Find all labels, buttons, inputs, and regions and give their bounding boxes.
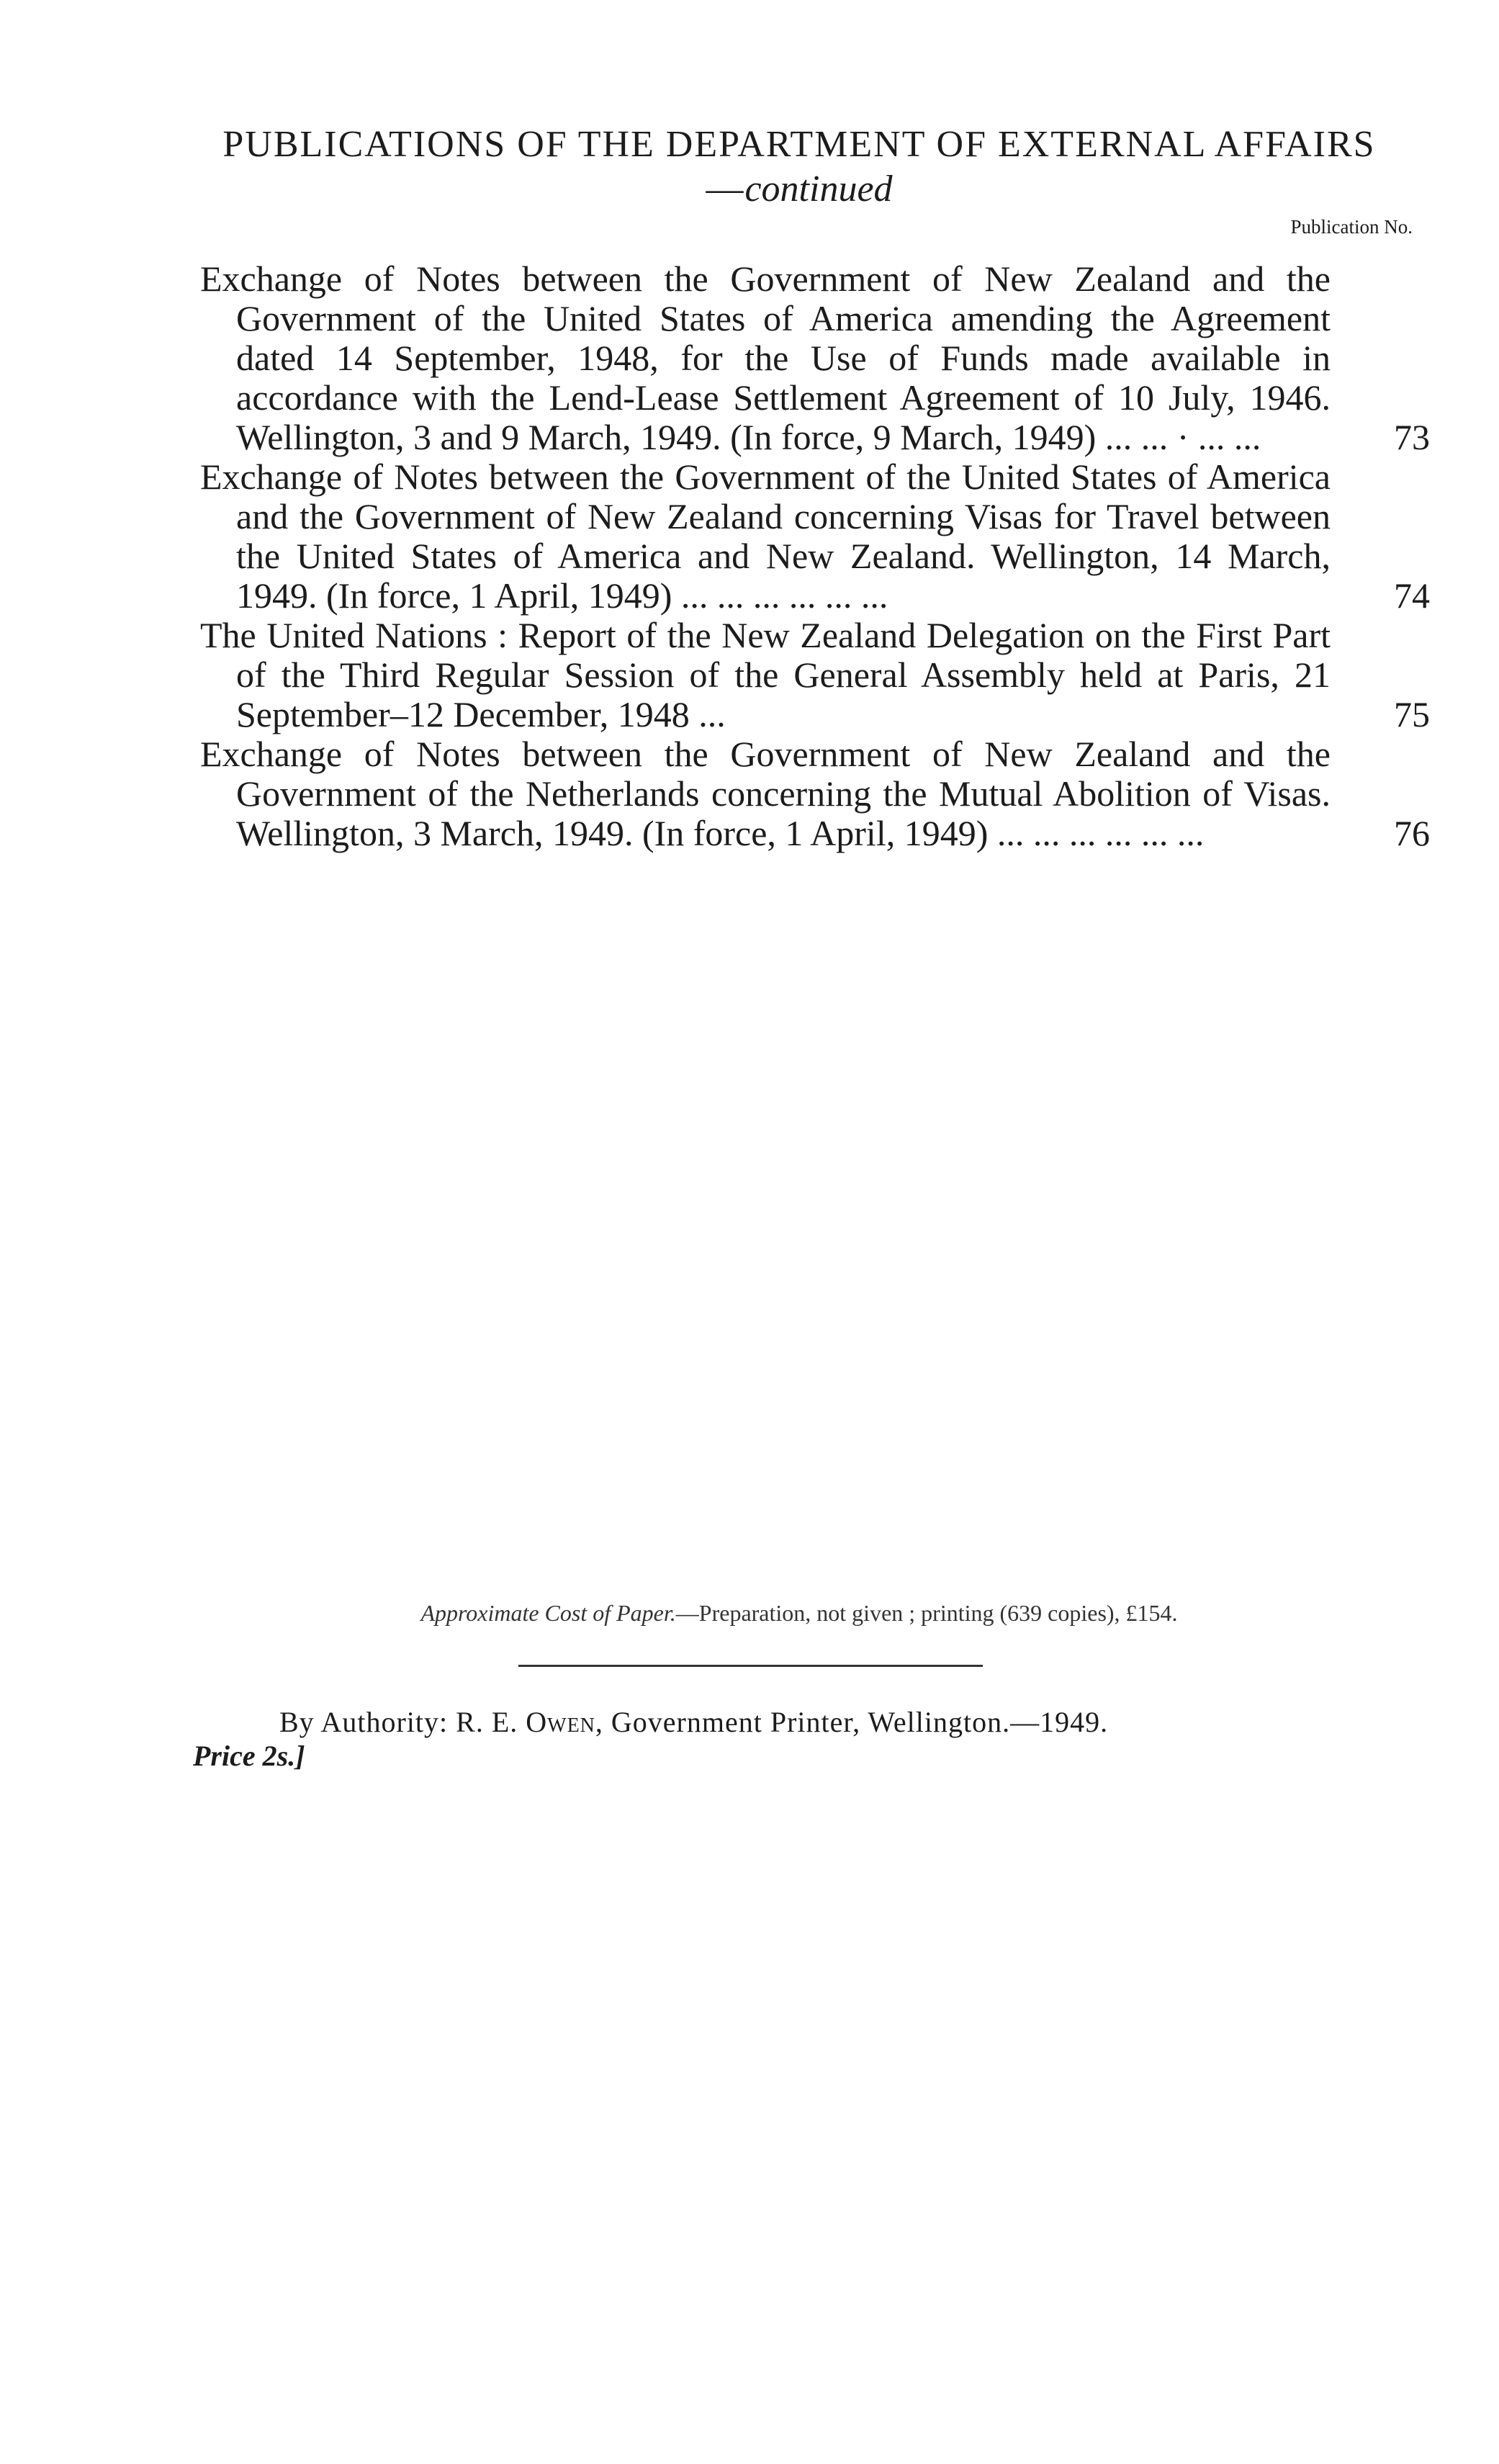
printer-name: Owen — [526, 1706, 595, 1738]
cost-of-paper-note — [216, 1600, 1382, 1627]
publication-number: 76 — [1394, 813, 1430, 853]
price-label: Price 2s.] — [193, 1740, 305, 1772]
cost-text: —Preparation, not given ; printing (639 copies), £154. — [675, 1600, 1178, 1626]
publication-list — [200, 258, 1430, 853]
publication-entry-text: Exchange of Notes between the Government of New Zealand and the Government of the United States of America amending the Agreement dated 14 September, 1948, for the Use of Funds made available in accordance with the Lend-Lease Settlement Agreement of 10 July, 1946. Wellington, 3 and 9 March, 1949. (In force, 9 March, 1949) ... ... · ... ... — [200, 258, 1331, 457]
publication-entry — [200, 457, 1430, 616]
heading-title: PUBLICATIONS OF THE DEPARTMENT OF EXTERNAL AFFAIRS— — [222, 124, 1376, 210]
cost-label: Approximate Cost of Paper. — [420, 1600, 676, 1626]
footer-divider — [518, 1665, 983, 1667]
publication-entry-text: Exchange of Notes between the Government of New Zealand and the Government of the Netherlands concerning the Mutual Abolition of Visas. Wellington, 3 March, 1949. (In force, 1 April, 1949) ... ... ... ... ... ... — [200, 734, 1331, 853]
publication-number: 73 — [1394, 417, 1430, 457]
publication-entry-text: Exchange of Notes between the Government of the United States of America and the Government of New Zealand concerning Visas for Travel between the United States of America and New Zealand. Wellington, 14 March, 1949. (In force, 1 April, 1949) ... ... ... ... ... ... — [200, 457, 1331, 616]
publication-entry — [200, 258, 1430, 457]
publication-entry-text: The United Nations : Report of the New Zealand Delegation on the First Part of the Third Regular Session of the General Assembly held at Paris, 21 September–12 December, 1948 ... — [200, 615, 1331, 734]
publication-number: 74 — [1394, 575, 1430, 616]
authority-suffix: , Government Printer, Wellington.—1949. — [595, 1706, 1109, 1738]
page-heading — [216, 122, 1382, 212]
publication-entry — [200, 734, 1430, 853]
publication-entry — [200, 615, 1430, 734]
publication-number-column-label: Publication No. — [1290, 216, 1413, 238]
printer-authority-line — [279, 1705, 1108, 1739]
publication-number: 75 — [1394, 694, 1430, 734]
heading-continued: continued — [744, 168, 893, 210]
authority-prefix: By Authority: R. E. — [279, 1706, 518, 1738]
